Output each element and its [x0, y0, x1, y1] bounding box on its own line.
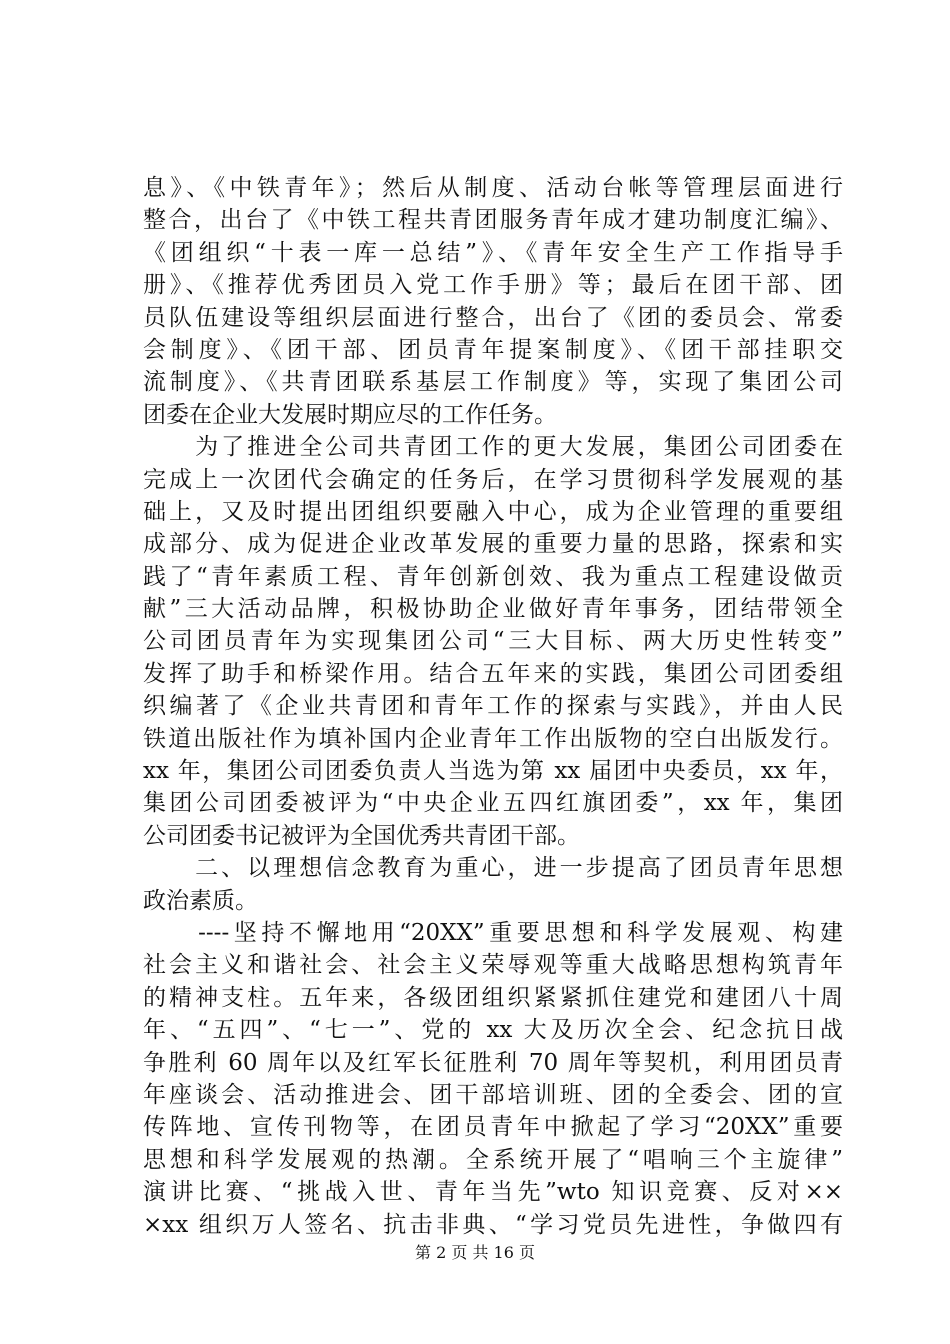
text-line: 思想和科学发展观的热潮。全系统开展了“唱响三个主旋律”	[143, 1146, 843, 1173]
text-line: 团委在企业大发展时期应尽的工作任务。	[143, 401, 557, 428]
text-line: ×xx 组织万人签名、抗击非典、“学习党员先进性，争做四有	[143, 1211, 843, 1238]
text-line: 息》、《中铁青年》；然后从制度、活动台帐等管理层面进行	[143, 175, 843, 201]
text-line: 践了“青年素质工程、青年创新创效、我为重点工程建设做贡	[143, 563, 843, 590]
text-line: 《团组织“十表一库一总结”》、《青年安全生产工作指导手	[143, 239, 843, 266]
page-number: 第 2 页 共 16 页	[415, 1243, 535, 1262]
text-line: 册》、《推荐优秀团员入党工作手册》等；最后在团干部、团	[143, 272, 843, 299]
text-line: 公司团员青年为实现集团公司“三大目标、两大历史性转变”	[143, 628, 843, 655]
document-body	[143, 172, 843, 1241]
text-line: 会制度》、《团干部、团员青年提案制度》、《团干部挂职交	[143, 336, 843, 363]
text-line: 整合，出台了《中铁工程共青团服务青年成才建功制度汇编》、	[143, 207, 843, 234]
text-line: 社会主义和谐社会、社会主义荣辱观等重大战略思想构筑青年	[143, 952, 843, 979]
page-footer	[0, 1240, 950, 1263]
text-line: 传阵地、宣传刊物等，在团员青年中掀起了学习“20XX”重要	[143, 1114, 843, 1141]
text-line: ----坚持不懈地用“20XX”重要思想和科学发展观、构建	[143, 919, 843, 946]
text-line: 员队伍建设等组织层面进行整合，出台了《团的委员会、常委	[143, 304, 843, 331]
text-line: 铁道出版社作为填补国内企业青年工作出版物的空白出版发行。	[143, 725, 843, 752]
text-line: xx 年，集团公司团委负责人当选为第 xx 届团中央委员，xx 年，	[143, 758, 843, 785]
text-line: 献”三大活动品牌，积极协助企业做好青年事务，团结带领全	[143, 596, 843, 623]
text-line: 础上，又及时提出团组织要融入中心，成为企业管理的重要组	[143, 498, 843, 525]
text-line: 争胜利 60 周年以及红军长征胜利 70 周年等契机，利用团员青	[143, 1049, 843, 1076]
text-line: 演讲比赛、“挑战入世、青年当先”wto 知识竞赛、反对××	[143, 1179, 843, 1206]
text-line: 完成上一次团代会确定的任务后，在学习贯彻科学发展观的基	[143, 466, 843, 493]
text-line: 发挥了助手和桥梁作用。结合五年来的实践，集团公司团委组	[143, 660, 843, 687]
text-line: 政治素质。	[143, 887, 258, 914]
text-line: 流制度》、《共青团联系基层工作制度》等，实现了集团公司	[143, 369, 843, 396]
text-line: 为了推进全公司共青团工作的更大发展，集团公司团委在	[143, 434, 843, 461]
text-line: 成部分、成为促进企业改革发展的重要力量的思路，探索和实	[143, 531, 843, 558]
text-line: 公司团委书记被评为全国优秀共青团干部。	[143, 822, 580, 849]
text-line: 年、“五四”、“七一”、党的 xx 大及历次全会、纪念抗日战	[143, 1017, 843, 1044]
text-line: 的精神支柱。五年来，各级团组织紧紧抓住建党和建团八十周	[143, 984, 843, 1011]
text-line: 织编著了《企业共青团和青年工作的探索与实践》，并由人民	[143, 693, 843, 720]
text-line: 二、以理想信念教育为重心，进一步提高了团员青年思想	[143, 855, 843, 882]
text-line: 集团公司团委被评为“中央企业五四红旗团委”，xx 年，集团	[143, 790, 843, 817]
text-line: 年座谈会、活动推进会、团干部培训班、团的全委会、团的宣	[143, 1081, 843, 1108]
